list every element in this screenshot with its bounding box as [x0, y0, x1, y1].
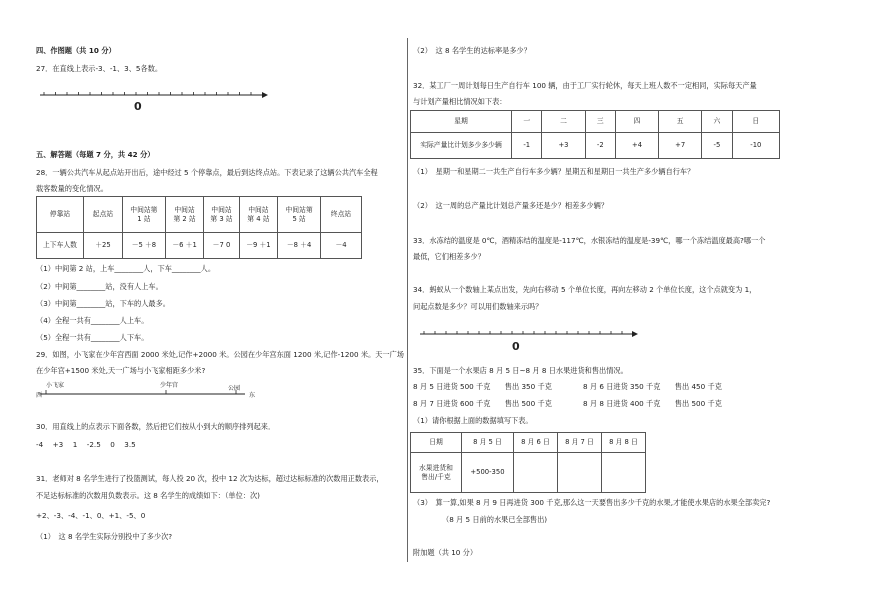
fruit-cell: [557, 453, 601, 493]
question-34-line2: 问起点数是多少？可以用们数轴来示吗？: [413, 302, 543, 311]
bus-row-label: 上下车人数: [37, 233, 84, 259]
map-label-park: 公园: [228, 385, 241, 392]
question-28-1: （1）中间第 2 站，上车________人，下车________人。: [36, 264, 216, 273]
week-header: 二: [542, 111, 585, 133]
week-cell: -1: [512, 133, 542, 159]
section-5-title: 五、解答题（每题 7 分，共 42 分）: [36, 150, 155, 159]
question-32-line2: 与计划产量相比情况如下表：: [413, 97, 507, 106]
question-28-2: （2）中间第________站，没有人上车。: [36, 282, 163, 291]
question-33-line1: 33．水冻结的温度是 0℃，酒精冻结的温度是-117℃，水银冻结的温度是-39℃，哪一个冻结温度最高?哪一个: [413, 236, 766, 245]
question-29-line2: 在少年宫+1500 米处,天一广场与小飞家相距多少米?: [36, 366, 206, 375]
question-32-2: （2） 这一周的总产量比计划总产量多还是少？相差多少辆？: [413, 201, 609, 210]
week-cell: -5: [702, 133, 732, 159]
section-4-title: 四、作图题（共 10 分）: [36, 46, 116, 55]
extra-question-title: 附加题（共 10 分）: [413, 548, 478, 557]
fruit-row-label: 水果进货和 售出/千克: [411, 453, 462, 493]
question-35-1: （1）请你根据上面的数据填写下表。: [413, 416, 533, 425]
question-31-1: （1） 这 8 名学生实际分别投中了多少次?: [36, 532, 173, 541]
bus-header: 起点站: [84, 197, 123, 233]
bus-cell: －4: [321, 233, 362, 259]
fruit-header: 8 月 7 日: [557, 433, 601, 453]
week-row-label: 实际产量比计划多少多少辆: [411, 133, 512, 159]
question-30: 30．用直线上的点表示下面各数，然后把它们按从小到大的顺序排列起来．: [36, 422, 276, 431]
bus-cell: －5 ＋8: [123, 233, 166, 259]
bus-header: 中间站第 5 站: [278, 197, 321, 233]
fruit-header: 8 月 5 日: [462, 433, 514, 453]
week-table: [410, 110, 780, 159]
question-33-line2: 最低，它们相差多少？: [413, 252, 485, 261]
fruit-header: 8 月 8 日: [601, 433, 645, 453]
question-35-line1: 35．下面是一个水果店 8 月 5 日~8 月 8 日水果进货和售出情况。: [413, 366, 628, 375]
bus-header: 中间站第 1 站: [123, 197, 166, 233]
fruit-header: 日期: [411, 433, 462, 453]
question-31-line1: 31．老师对 8 名学生进行了投篮测试，每人投 20 次，投中 12 次为达标，超过达标标准的次数用正数表示，: [36, 474, 384, 483]
fruit-cell: [601, 453, 645, 493]
fruit-cell: +500-350: [462, 453, 514, 493]
map-label-palace: 少年宫: [160, 382, 179, 389]
question-28-line1: 28．一辆公共汽车从起点站开出后，途中经过 5 个停靠点，最后到达终点站。下表记录了这辆公共汽车全程: [36, 168, 378, 177]
week-cell: +7: [659, 133, 702, 159]
bus-cell: －9 ＋1: [239, 233, 278, 259]
question-29-line1: 29．如图，小飞家在少年宫西面 2000 米处,记作+2000 米。公园在少年宫东面 1200 米,记作-1200 米。天一广场: [36, 350, 404, 359]
column-divider: [407, 38, 408, 562]
fruit-cell: [513, 453, 557, 493]
map-label-home: 小飞家: [46, 382, 65, 389]
bus-header: 中间站 第 2 站: [165, 197, 204, 233]
number-line-q34: [420, 327, 640, 341]
week-header: 五: [659, 111, 702, 133]
week-cell: +4: [616, 133, 659, 159]
week-header: 一: [512, 111, 542, 133]
week-header: 六: [702, 111, 732, 133]
map-label-west: 西: [36, 392, 43, 399]
fruit-record-aug5: 8 月 5 日进货 500 千克 售出 350 千克: [413, 382, 552, 391]
question-28-3: （3）中间第________站，下车的人最多。: [36, 299, 170, 308]
question-32-line1: 32．某工厂一周计划每日生产自行车 100 辆，由于工厂实行轮休，每天上班人数不一定相同，实际每天产量: [413, 81, 757, 90]
question-31-line2: 不足达标标准的次数用负数表示。这 8 名学生的成绩如下：（单位：次): [36, 491, 260, 500]
bus-cell: －6 ＋1: [165, 233, 204, 259]
zero-label-q34: 0: [512, 340, 520, 353]
bus-table: [36, 196, 362, 259]
fruit-record-aug7: 8 月 7 日进货 600 千克 售出 500 千克: [413, 399, 552, 408]
question-27: 27．在直线上表示-3、-1、3、5各数。: [36, 64, 163, 73]
bus-cell: －7 0: [204, 233, 239, 259]
bus-cell: ＋25: [84, 233, 123, 259]
map-label-east: 东: [249, 392, 256, 399]
map-line-q29: [40, 390, 250, 398]
week-header: 日: [732, 111, 779, 133]
bus-header: 中间站 第 4 站: [239, 197, 278, 233]
number-line-q27: [40, 88, 270, 102]
question-28-5: （5）全程一共有________人下车。: [36, 333, 149, 342]
week-cell: -10: [732, 133, 779, 159]
question-30-numbers: -4 +3 1 -2.5 0 3.5: [36, 440, 136, 449]
week-header: 四: [616, 111, 659, 133]
bus-header: 终点站: [321, 197, 362, 233]
bus-header: 中间站 第 3 站: [204, 197, 239, 233]
week-cell: +3: [542, 133, 585, 159]
question-31-data: +2、-3、-4、-1、0、+1、-5、0: [36, 511, 146, 520]
zero-label-q27: 0: [134, 100, 142, 113]
question-28-line2: 载客数量的变化情况。: [36, 184, 108, 193]
question-28-4: （4）全程一共有________人上车。: [36, 316, 149, 325]
question-31-2: （2） 这 8 名学生的达标率是多少？: [413, 46, 531, 55]
bus-cell: －8 ＋4: [278, 233, 321, 259]
question-35-3-line1: （3） 算一算,如果 8 月 9 日再进货 300 千克,那么这一天要售出多少千克的水果,才能使水果店的水果全部卖完?: [413, 498, 771, 507]
week-header: 星期: [411, 111, 512, 133]
fruit-header: 8 月 6 日: [513, 433, 557, 453]
bus-header: 停靠站: [37, 197, 84, 233]
fruit-table: [410, 432, 646, 493]
fruit-record-aug8: 8 月 8 日进货 400 千克 售出 500 千克: [583, 399, 722, 408]
fruit-record-aug6: 8 月 6 日进货 350 千克 售出 450 千克: [583, 382, 722, 391]
week-cell: -2: [585, 133, 615, 159]
question-32-1: （1） 星期一和星期二一共生产自行车多少辆？星期五和星期日一共生产多少辆自行车？: [413, 167, 695, 176]
question-35-3-line2: （8 月 5 日前的水果已全部售出): [442, 515, 548, 524]
week-header: 三: [585, 111, 615, 133]
question-34-line1: 34．蚂蚁从一个数轴上某点出发，先向右移动 5 个单位长度，再向左移动 2 个单位长度，这个点就变为 1，: [413, 285, 757, 294]
